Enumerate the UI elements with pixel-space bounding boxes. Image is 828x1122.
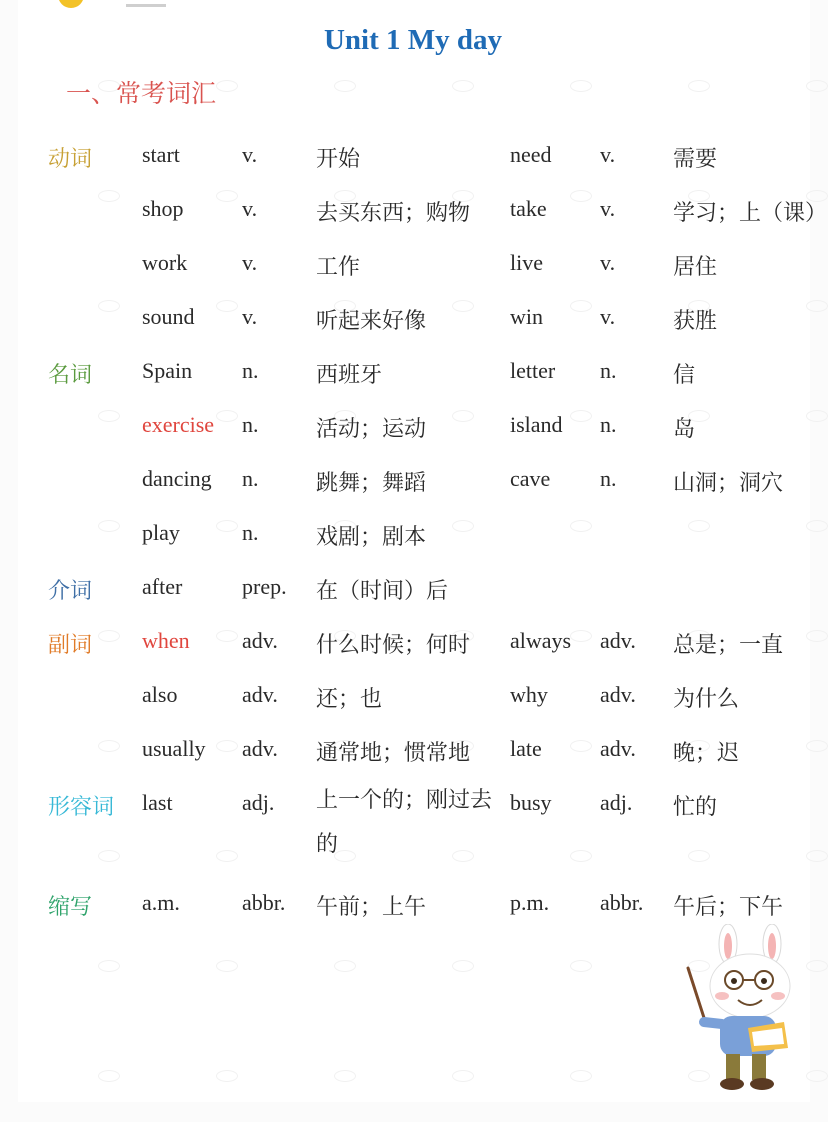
page-title: Unit 1 My day [323,24,503,56]
vocab-meaning: 通常地；惯常地 [316,741,471,766]
vocab-word: exercise [142,412,215,437]
vocab-pos: adv. [600,682,636,707]
vocab-pos: v. [600,250,616,275]
vocab-pos: n. [600,412,617,437]
vocab-pos: adv. [242,628,278,653]
watermark-mark [334,1070,356,1082]
vocab-pos: v. [600,142,616,167]
vocab-row [48,134,828,188]
vocab-row [48,782,828,882]
vocab-word: a.m. [142,890,180,915]
vocab-pos: v. [600,196,616,221]
vocab-table [48,134,828,936]
vocab-meaning: 午后；下午 [673,895,784,920]
vocab-row [48,512,828,566]
watermark-mark [334,960,356,972]
vocab-word: when [142,628,190,653]
vocab-pos: n. [242,358,259,383]
vocab-meaning: 还；也 [316,687,383,712]
watermark-mark [452,1070,474,1082]
vocab-row [48,458,828,512]
vocab-pos: v. [242,304,258,329]
vocab-row [48,296,828,350]
vocab-meaning: 午前；上午 [316,895,427,920]
vocab-word: also [142,682,178,707]
vocab-word: p.m. [510,890,550,915]
watermark-mark [334,80,356,92]
vocab-word: why [510,682,548,707]
vocab-pos: v. [242,142,258,167]
vocab-row [48,242,828,296]
vocab-row [48,188,828,242]
vocab-meaning: 去买东西；购物 [316,201,471,226]
watermark-mark [570,960,592,972]
watermark-mark [452,960,474,972]
watermark-mark [570,80,592,92]
watermark-mark [98,1070,120,1082]
vocab-word: shop [142,196,184,221]
vocab-word: sound [142,304,195,329]
vocab-pos: n. [242,466,259,491]
vocab-meaning: 信 [673,363,696,388]
vocab-category: 名词 [48,363,93,388]
vocab-word: take [510,196,547,221]
vocab-pos: adv. [242,736,278,761]
vocab-row [48,350,828,404]
vocab-meaning: 跳舞；舞蹈 [316,471,427,496]
vocab-word: work [142,250,188,275]
vocab-pos: n. [242,520,259,545]
section-heading: 一、常考词汇 [66,79,217,108]
vocab-meaning: 总是；一直 [673,633,784,658]
vocab-meaning: 在（时间）后 [316,579,449,604]
vocab-meaning: 上一个的；刚过去的 [316,788,493,857]
vocab-meaning: 西班牙 [316,363,383,388]
vocab-meaning: 岛 [673,417,696,442]
vocab-word: need [510,142,552,167]
watermark-mark [216,1070,238,1082]
vocab-pos: adj. [242,790,275,815]
vocab-pos: prep. [242,574,287,599]
vocab-pos: adj. [600,790,633,815]
vocab-meaning: 居住 [673,255,718,280]
watermark-mark [688,80,710,92]
vocab-pos: n. [600,358,617,383]
watermark-mark [806,80,828,92]
vocab-row [48,404,828,458]
vocab-word: after [142,574,183,599]
vocab-pos: v. [242,196,258,221]
document-page [18,0,828,1102]
vocab-meaning: 晚；迟 [673,741,740,766]
vocab-meaning: 听起来好像 [316,309,427,334]
watermark-mark [98,960,120,972]
watermark-mark [806,1070,828,1082]
vocab-pos: abbr. [242,890,286,915]
vocab-pos: n. [600,466,617,491]
vocab-word: always [510,628,572,653]
vocab-category: 介词 [48,579,93,604]
vocab-word: dancing [142,466,212,491]
vocab-row [48,674,828,728]
vocab-row [48,728,828,782]
vocab-word: island [510,412,563,437]
vocab-word: cave [510,466,551,491]
vocab-pos: adv. [600,736,636,761]
vocab-meaning: 需要 [673,147,718,172]
vocab-meaning: 什么时候；何时 [316,633,471,658]
vocab-category: 缩写 [48,895,93,920]
vocab-word: letter [510,358,556,383]
watermark-mark [570,1070,592,1082]
vocab-word: play [142,520,180,545]
vocab-meaning: 戏剧；剧本 [316,525,427,550]
vocab-word: last [142,790,173,815]
header-mark-icon [126,0,166,7]
vocab-word: Spain [142,358,193,383]
vocab-pos: adv. [600,628,636,653]
vocab-word: start [142,142,180,167]
vocab-row [48,566,828,620]
vocab-pos: adv. [242,682,278,707]
vocab-word: late [510,736,542,761]
vocab-meaning: 忙的 [673,795,718,820]
vocab-meaning: 获胜 [673,309,718,334]
vocab-category: 副词 [48,633,93,658]
watermark-mark [806,960,828,972]
vocab-word: live [510,250,543,275]
vocab-meaning: 开始 [316,147,361,172]
vocab-meaning: 活动；运动 [316,417,427,442]
watermark-mark [216,960,238,972]
vocab-category: 形容词 [48,795,115,820]
vocab-word: win [510,304,543,329]
vocab-row [48,620,828,674]
header-logo-icon [58,0,84,8]
vocab-word: busy [510,790,552,815]
vocab-pos: v. [242,250,258,275]
vocab-pos: abbr. [600,890,644,915]
teacher-rabbit-icon [680,924,800,1094]
vocab-pos: v. [600,304,616,329]
vocab-category: 动词 [48,147,93,172]
vocab-meaning: 山洞；洞穴 [673,471,784,496]
vocab-word: usually [142,736,206,761]
vocab-meaning: 学习；上（课） [673,201,828,226]
watermark-mark [216,80,238,92]
vocab-pos: n. [242,412,259,437]
watermark-mark [452,80,474,92]
vocab-meaning: 为什么 [673,687,740,712]
vocab-meaning: 工作 [316,255,361,280]
